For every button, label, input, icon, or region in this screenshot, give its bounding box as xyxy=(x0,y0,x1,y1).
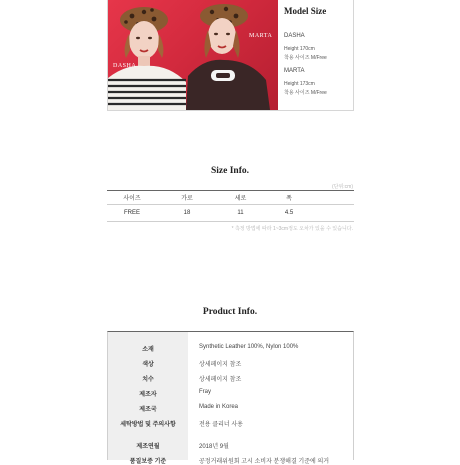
product-label: 제조국 xyxy=(139,407,157,413)
product-label: 치수 xyxy=(142,377,154,383)
model-info xyxy=(284,0,354,110)
product-value: 공정거래위원회 고시 소비자 분쟁해결 기준에 의거 xyxy=(199,459,330,465)
product-label: 소재 xyxy=(142,347,154,353)
size-cell: 11 xyxy=(237,210,244,216)
model-photo xyxy=(108,0,278,110)
size-table-header xyxy=(107,191,354,205)
size-header-width: 가로 xyxy=(181,196,193,202)
size-header-depth: 폭 xyxy=(286,196,292,202)
model-wear-size-marta: 착용 사이즈 M/Free xyxy=(284,90,327,96)
product-label: 품질보증 기준 xyxy=(129,459,167,465)
size-header-size: 사이즈 xyxy=(123,196,141,202)
size-measure-note: * 측정 방법에 따라 1~3cm정도 오차가 있을 수 있습니다. xyxy=(231,226,353,232)
product-label: 제조연월 xyxy=(136,444,160,450)
size-cell: 4.5 xyxy=(284,210,294,216)
model-size-title: Model Size xyxy=(284,6,327,16)
product-label: 색상 xyxy=(142,362,154,368)
model-size-panel xyxy=(107,0,354,111)
product-value: 상세페이지 참조 xyxy=(199,377,242,383)
size-header-height: 세로 xyxy=(234,196,247,202)
product-value: Made in Korea xyxy=(199,404,239,410)
product-info-table xyxy=(107,331,354,465)
model-name-marta: MARTA xyxy=(284,68,305,74)
product-value: 2018년 9월 xyxy=(199,444,229,450)
size-cell: 18 xyxy=(183,210,191,216)
photo-tag-dasha: DASHA xyxy=(113,63,137,69)
product-value: 상세페이지 참조 xyxy=(199,362,242,368)
model-height-dasha: Height 170cm xyxy=(284,46,315,52)
size-cell: FREE xyxy=(123,210,140,216)
photo-tag-marta: MARTA xyxy=(249,33,273,39)
model-name-dasha: DASHA xyxy=(284,33,305,39)
model-wear-size-dasha: 착용 사이즈 M/Free xyxy=(284,55,327,61)
table-row xyxy=(107,205,354,222)
product-label: 제조자 xyxy=(139,392,157,398)
size-table xyxy=(107,190,354,222)
product-label: 세탁방법 및 주의사항 xyxy=(120,422,176,428)
size-info-title: Size Info. xyxy=(211,166,249,176)
product-value: Synthetic Leather 100%, Nylon 100% xyxy=(199,344,299,350)
model-photo-illustration xyxy=(108,0,278,110)
model-height-marta: Height 173cm xyxy=(284,81,315,87)
product-value: 전용 클리너 사용 xyxy=(199,422,243,428)
size-unit-note: (단위:cm) xyxy=(331,184,353,190)
product-value: Fray xyxy=(199,389,211,395)
product-info-title: Product Info. xyxy=(202,307,258,317)
